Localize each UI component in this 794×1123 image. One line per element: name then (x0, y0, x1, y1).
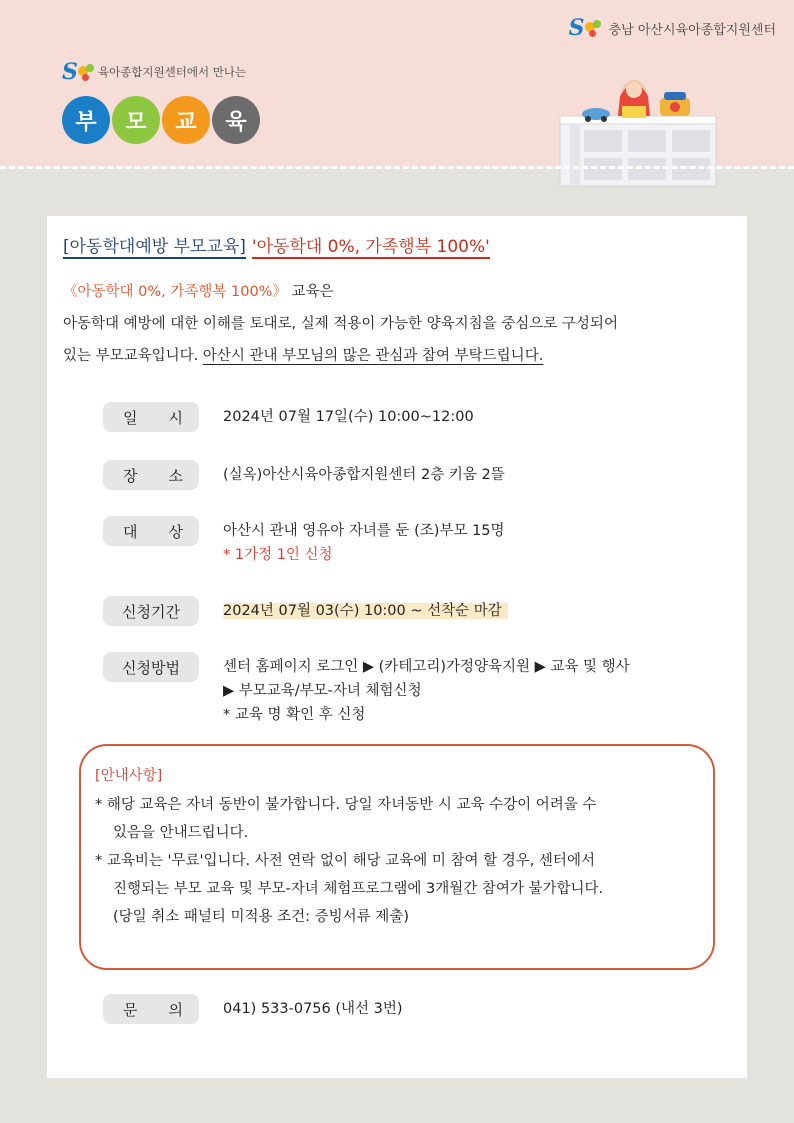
detail-value: 2024년 07월 17일(수) 10:00~12:00 (223, 409, 474, 425)
header-banner (0, 0, 794, 168)
label-char: 의 (168, 1000, 183, 1019)
title-char: 모 (112, 96, 160, 144)
title-char: 육 (212, 96, 260, 144)
detail-label (103, 516, 199, 546)
label-char: 문 (123, 1000, 138, 1019)
intro-appeal: 아산시 관내 부모님의 많은 관심과 참여 부탁드립니다. (202, 348, 544, 364)
detail-method (103, 652, 630, 727)
page-title (63, 232, 490, 257)
logo-mark-icon: S (569, 18, 603, 38)
detail-label (103, 460, 199, 490)
detail-date (103, 402, 474, 432)
detail-label: 신청기간 (103, 596, 199, 626)
detail-value (223, 516, 505, 567)
title-category: [아동학대예방 부모교육] (63, 237, 246, 257)
detail-target (103, 516, 505, 567)
intro-paragraph (63, 276, 733, 372)
toy-shelf-illustration (556, 66, 726, 190)
notice-item (95, 791, 699, 847)
notice-line: 진행되는 부모 교육 및 부모-자녀 체험프로그램에 3개월간 참여가 불가합니다. (113, 881, 604, 897)
detail-label: 신청방법 (103, 652, 199, 682)
detail-contact (103, 994, 403, 1024)
target-note: * 1가정 1인 신청 (223, 547, 333, 563)
detail-label (103, 402, 199, 432)
title-char: 교 (162, 96, 210, 144)
org-name: 충남 아산시육아종합지원센터 (608, 22, 776, 38)
method-line: 센터 홈페이지 로그인 ▶ (카테고리)가정양육지원 ▶ 교육 및 행사 (223, 659, 630, 675)
label-char: 시 (168, 408, 183, 427)
detail-value (223, 652, 630, 727)
notice-line: (당일 취소 패널티 미적용 조건: 증빙서류 제출) (113, 909, 409, 925)
detail-place (103, 460, 505, 490)
title-main: '아동학대 0%, 가족행복 100%' (251, 237, 490, 257)
intro-quote: 《아동학대 0%, 가족행복 100%》 (63, 284, 287, 300)
notice-title: [안내사항] (95, 768, 163, 784)
header-divider (0, 166, 794, 169)
content-card (47, 216, 747, 1078)
method-line: * 교육 명 확인 후 신청 (223, 707, 366, 723)
detail-value (223, 596, 508, 623)
intro-line3: 있는 부모교육입니다. (63, 348, 203, 364)
notice-item (95, 847, 699, 931)
label-char: 소 (168, 466, 183, 485)
notice-box (79, 744, 715, 970)
label-char: 대 (123, 522, 138, 541)
label-char: 일 (123, 408, 138, 427)
period-highlight: 2024년 07월 03(수) 10:00 ~ 선착순 마감 (223, 603, 508, 619)
sub-title: 육아종합지원센터에서 만나는 (98, 65, 247, 79)
notice-line: * 해당 교육은 자녀 동반이 불가합니다. 당일 자녀동반 시 교육 수강이 어려울 수 (95, 797, 597, 813)
contact-phone[interactable]: 041) 533-0756 (내선 3번) (223, 1001, 403, 1017)
program-title (62, 96, 260, 144)
label-char: 장 (123, 466, 138, 485)
detail-period (103, 596, 508, 626)
sub-brand (62, 59, 247, 85)
detail-label (103, 994, 199, 1024)
org-brand[interactable] (568, 15, 776, 41)
detail-value: (실옥)아산시육아종합지원센터 2층 키움 2뜰 (223, 467, 505, 483)
title-char: 부 (62, 96, 110, 144)
intro-line1: 교육은 (286, 284, 334, 300)
method-line: ▶ 부모교육/부모-자녀 체험신청 (223, 683, 422, 699)
label-char: 상 (168, 522, 183, 541)
notice-line: 있음을 안내드립니다. (113, 825, 249, 841)
target-text: 아산시 관내 영유아 자녀를 둔 (조)부모 15명 (223, 523, 505, 539)
logo-mark-icon: S (62, 62, 96, 82)
intro-line2: 아동학대 예방에 대한 이해를 토대로, 실제 적용이 가능한 양육지침을 중심으로 구성되어 (63, 316, 618, 332)
notice-line: * 교육비는 '무료'입니다. 사전 연락 없이 해당 교육에 미 참여 할 경우, 센터에서 (95, 853, 595, 869)
